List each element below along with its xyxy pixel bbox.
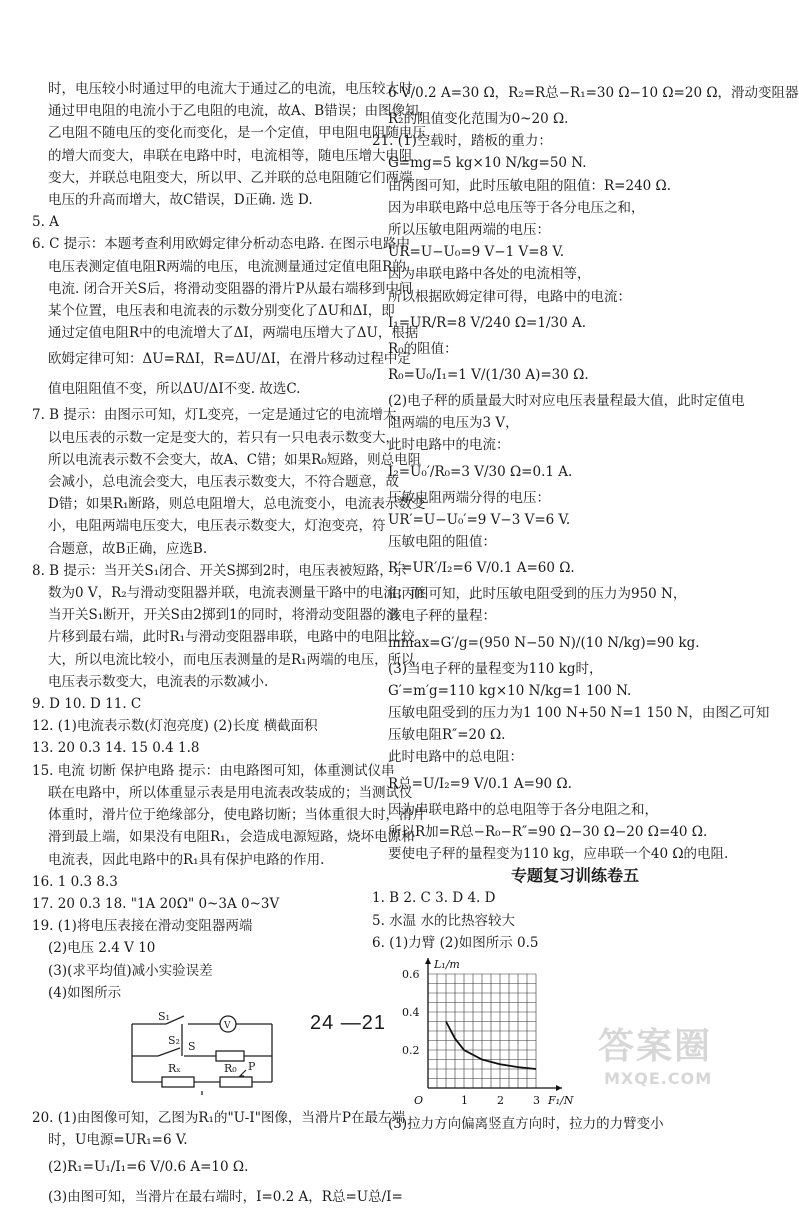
watermark-url: MXQE.COM [604,1069,713,1088]
answer-line: 要使电子秤的量程变为110 kg，应串联一个40 Ω的电阻. [388,846,729,863]
x-axis-arrow [556,1085,562,1091]
answer-line: 通过定值电阻R中的电流增大了ΔI，两端电压增大了ΔU，根据 [48,325,419,342]
answer-line: 此时电路中的电流： [388,437,510,454]
answer-line: I₁=UR/R=8 V/240 Ω=1/30 A. [388,314,587,331]
answer-line: 由丙图可知，此时压敏电阻受到的压力为950 N， [388,586,687,603]
origin-label: O [414,1094,424,1108]
answer-line: 6. C 提示：本题考查利用欧姆定律分析动态电路. 在图示电路中 [32,236,410,253]
answer-line: 15. 电流 切断 保护电路 提示：由电路图可知，体重测试仪串 [32,762,395,779]
answer-line: 小，电阻两端电压变大，电压表示数变大，灯泡变亮，符 [48,518,386,535]
right-answer-lines-2 [372,887,718,954]
x-axis-label: F₁/N [548,1094,574,1108]
answer-line: 的增大而变大，串联在电路中时，电流相等，随电压增大电阻 [48,147,413,164]
x-tick-label: 3 [533,1094,540,1108]
right-answer-lines [372,78,799,865]
answer-line: 会减小，总电流会变大，电压表示数变大，不符合题意，故 [48,474,399,491]
y-tick-label: 0.6 [402,968,420,982]
answer-line: (2)电子秤的质量最大时对应电压表量程最大值，此时定值电 [388,393,745,410]
answer-line: 6 V/0.2 A=30 Ω，R₂=R总−R₁=30 Ω−10 Ω=20 Ω，滑动变阻器 [388,85,799,101]
answer-line: 乙电阻不随电压的变化而变化，是一个定值，甲电阻电阻随电压 [48,125,426,142]
circuit-label-p: P [248,1059,256,1073]
answer-line: 17. 20 0.3 18. "1A 20Ω" 0~3A 0~3V [32,895,280,912]
answer-line: 此时电路中的总电阻： [388,749,523,766]
answer-line: 压敏电阻的阻值： [388,534,496,551]
circuit-label-rx: Rₓ [168,1061,181,1075]
answer-line: mmax=G′/g=(950 N−50 N)/(10 N/kg)=90 kg. [388,634,700,651]
y-axis-label: L₁/m [434,958,460,972]
answer-line: 20. (1)由图像可知，乙图为R₁的"U-I"图像，当滑片P在最左端 [32,1110,405,1127]
answer-line: 7. B 提示：由图示可知，灯L变亮，一定是通过它的电流增大， [32,407,410,424]
answer-line: 电压的升高而增大，故C错误，D正确. 选 D. [48,192,313,209]
answer-line: 以电压表的示数一定是变大的，若只有一只电表示数变大， [48,429,399,446]
answer-line: 时，电压较小时通过甲的电流大于通过乙的电流，电压较大时 [48,81,413,97]
answer-line: 所以电流表示数不会变大，故A、C错；如果R₀短路，则总电阻 [48,451,422,468]
answer-line: 21. (1)空载时，踏板的重力： [372,133,552,150]
circuit-label-r0: R₀ [224,1061,237,1075]
circuit-label-v: V [224,1020,231,1031]
answer-line: (2)电压 2.4 V 10 [48,940,156,957]
answer-line: 片移到最右端，此时R₁与滑动变阻器串联，电路中的电阻比较 [48,629,415,646]
answer-line: 该电子秤的量程： [388,608,496,625]
answer-line: 8. B 提示：当开关S₁闭合、开关S掷到2时，电压表被短路，示 [32,562,407,579]
answer-line: R′=UR′/I₂=6 V/0.1 A=60 Ω. [388,560,575,577]
answer-line: G=mg=5 kg×10 N/kg=50 N. [388,155,587,172]
answer-line: 时，U电源=UR₁=6 V. [48,1132,188,1149]
circuit-label-s1: S₁ [158,1009,170,1023]
answer-line: 联在电路中，所以体重显示表是用电流表改装成的；当测试仪 [48,784,413,801]
answer-line: 电压表测定值电阻R两端的电压，电流测量通过定值电阻R的 [48,258,406,275]
answer-line: 体重时，滑片位于绝缘部分，使电路切断；当体重很大时，滑片 [48,807,426,824]
answer-line: 因为串联电路中的总电阻等于各分电阻之和， [388,801,658,818]
y-axis-arrow [425,958,431,964]
answer-line: 通过甲电阻的电流小于乙电阻的电流，故A、B错误；由图像知， [48,103,433,120]
answer-line: 5. 水温 水的比热容较大 [372,912,515,929]
answer-line: 数为0 V，R₂与滑动变阻器并联，电流表测量干路中的电流；而 [48,585,424,602]
answer-line: 阻两端的电压为3 V， [388,415,519,432]
section-title: 专题复习训练卷五 [510,866,639,886]
answer-line: 变大，并联总电阻变大，所以甲、乙并联的总电阻随它们两端 [48,169,413,186]
circuit-label-s2: S₂ [168,1033,180,1047]
answer-line: UR=U−U₀=9 V−1 V=8 V. [388,244,565,261]
x-tick-label: 1 [461,1094,468,1108]
answer-line: 合题意，故B正确，应选B. [48,540,208,557]
answer-line: 12. (1)电流表示数(灯泡亮度) (2)长度 横截面积 [32,718,318,735]
answer-line: 9. D 10. D 11. C [32,696,142,713]
page-number: 24 —21 [310,1012,387,1034]
answer-line: 由丙图可知，此时压敏电阻的阻值：R=240 Ω. [388,177,672,194]
answer-line: R₂的阻值变化范围为0~20 Ω. [388,111,569,127]
answer-line: 压敏电阻受到的压力为1 100 N+50 N=1 150 N，由图乙可知 [388,705,770,722]
answer-line: 电流表，因此电路中的R₁具有保护电路的作用. [48,851,325,868]
answer-line: 欧姆定律可知：ΔU=RΔI，R=ΔU/ΔI，在滑片移动过程中定 [48,351,411,368]
answer-line: 压敏电阻R″=20 Ω. [388,727,506,744]
answer-line: 16. 1 0.3 8.3 [32,873,118,890]
answer-line: 大，所以电流比较小，而电压表测量的是R₁两端的电压，所以 [48,651,415,668]
answer-line: 所以R加=R总−R₀−R″=90 Ω−30 Ω−20 Ω=40 Ω. [388,823,708,840]
answer-line: (4)如图所示 [48,984,122,1001]
answer-line: R₀=U₀/I₁=1 V/(1/30 A)=30 Ω. [388,367,589,384]
answer-line: G′=m′g=110 kg×10 N/kg=1 100 N. [388,682,632,699]
answer-line: 值电阻阻值不变，所以ΔU/ΔI不变. 故选C. [48,381,301,398]
answer-line: R总=U/I₂=9 V/0.1 A=90 Ω. [388,775,572,792]
answer-line: 所以根据欧姆定律可得，电路中的电流： [388,288,631,305]
answer-line: 5. A [32,214,59,231]
answer-line: 6. (1)力臂 (2)如图所示 0.5 [372,934,539,951]
right-column [372,78,799,1136]
answer-line: UR′=U−U₀′=9 V−3 V=6 V. [388,511,571,528]
answer-line: 因为串联电路中总电压等于各分电压之和， [388,199,645,216]
answer-line: I₂=U₀′/R₀=3 V/30 Ω=0.1 A. [388,463,573,480]
answer-line: D错；如果R₁断路，则总电阻增大，总电流变小，电流表示数变 [48,496,426,513]
answer-line: (2)R₁=U₁/I₁=6 V/0.6 A=10 Ω. [48,1158,249,1175]
answer-line: 压敏电阻两端分得的电压： [388,489,550,506]
watermark-logo [598,1018,712,1088]
answer-line: 滑到最上端，如果没有电阻R₁，会造成电源短路，烧坏电源和 [48,829,415,846]
circuit-diagram [128,1010,278,1096]
answer-line: (3)由图可知，当滑片在最右端时，I=0.2 A，R总=U总/I= [48,1188,403,1205]
answer-line: (3)(求平均值)减小实验误差 [48,962,213,979]
right-answer-lines-3 [372,1113,718,1135]
left-answer-lines-2 [32,1107,405,1211]
answer-line: 13. 20 0.3 14. 15 0.4 1.8 [32,740,200,757]
answer-line: 电压表示数变大，电流表的示数减小. [48,673,269,690]
answer-line: 某个位置，电压表和电流表的示数分别变化了ΔU和ΔI，即 [48,303,395,320]
answer-line: 1. B 2. C 3. D 4. D [372,890,496,907]
y-tick-label: 0.4 [402,1006,420,1020]
circuit-label-s: S [188,1039,196,1053]
answer-line: 19. (1)将电压表接在滑动变阻器两端 [32,918,253,935]
answer-line: 当开关S₁断开，开关S由2掷到1的同时，将滑动变阻器的滑 [48,607,400,624]
y-tick-label: 0.2 [402,1044,420,1058]
answer-line: 电流. 闭合开关S后，将滑动变阻器的滑片P从最右端移到中间 [48,280,413,297]
answer-line: R₀的阻值： [388,340,458,357]
answer-line: 所以压敏电阻两端的电压： [388,222,550,239]
lever-graph [388,956,618,1106]
x-tick-label: 2 [497,1094,504,1108]
answer-line: (3)当电子秤的量程变为110 kg时， [388,660,603,677]
answer-line: (3)拉力方向偏离竖直方向时，拉力的力臂变小 [388,1116,664,1133]
watermark-text: 答案圈 [598,1026,713,1067]
answer-line: 因为串联电路中各处的电流相等， [388,266,591,283]
